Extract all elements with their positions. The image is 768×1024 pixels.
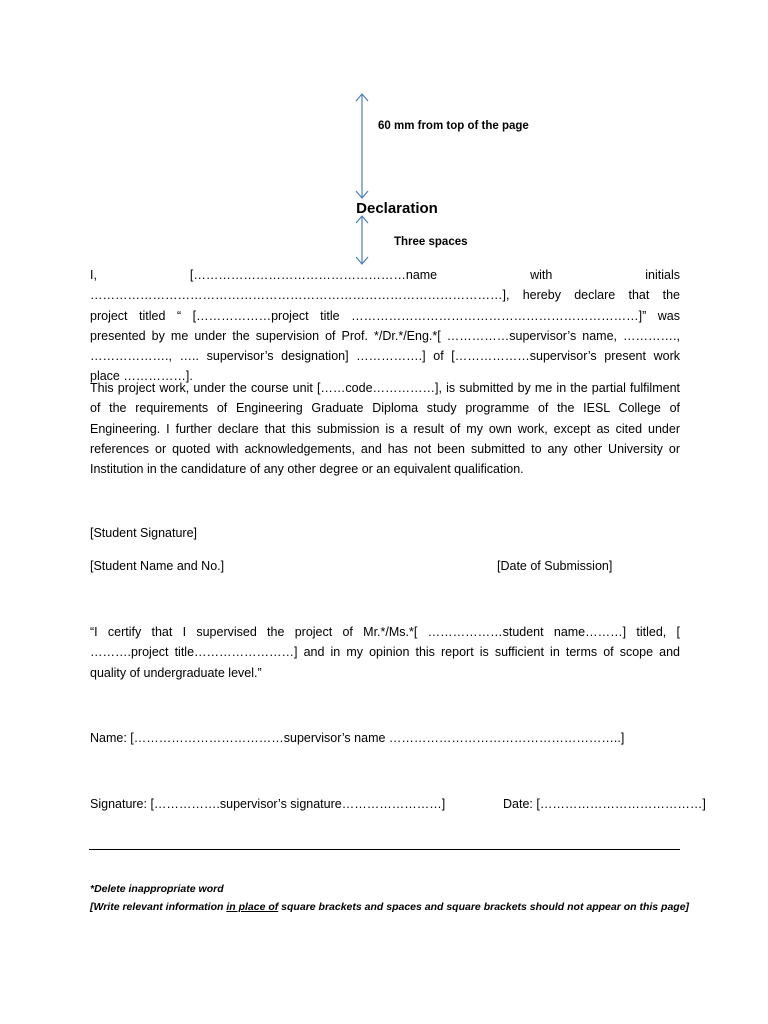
top-margin-annotation: 60 mm from top of the page bbox=[378, 120, 529, 132]
student-name-placeholder: [Student Name and No.] bbox=[90, 559, 225, 573]
footnote-delete: *Delete inappropriate word bbox=[90, 883, 224, 895]
submission-paragraph: This project work, under the course unit [……code……………], is submitted by me in the partial fulfilment of the requirements of Engineering Graduate Diploma study programme of the IESL College of Engineering. I further declare that this submission is a result of my own work, except as cited under references or quoted with acknowledgements, and has not been submitted to any other University or Institution in the candidature of any other degree or an equivalent qualification. bbox=[90, 381, 680, 477]
footnote-instructions bbox=[90, 901, 689, 913]
footnote-text: [Write relevant information bbox=[90, 901, 227, 913]
footnote-text: square brackets and spaces and square brackets should not appear on this page] bbox=[278, 901, 690, 913]
declaration-paragraph: I, [……………………………………………name with initials ………………………………………………………………………………………], hereby declare that the project titled “ [………………project title ……………………………………………………………]” was presented by me under the supervision of Prof. */Dr.*/Eng.*[ ……………supervisor’s name, …………., ………………., ….. supervisor’s designation] …………….] of [………………supervisor’s present work place ……………]. bbox=[90, 268, 680, 384]
supervisor-name-line: Name: [………………………………supervisor’s name ………………………………………………..] bbox=[90, 731, 625, 745]
supervisor-signature-line: Signature: […………….supervisor’s signature……………………] bbox=[90, 797, 446, 811]
submission-date-placeholder: [Date of Submission] bbox=[497, 559, 613, 573]
page-title: Declaration bbox=[356, 200, 438, 217]
footnote-underlined-text: in place of bbox=[226, 901, 279, 913]
spacing-annotation: Three spaces bbox=[394, 236, 468, 248]
divider bbox=[89, 849, 680, 850]
supervisor-certification: “I certify that I supervised the project of Mr.*/Ms.*[ ………………student name………] titled, [ ……….project title……………………] and in my opinion this report is sufficient in terms of scope and quality of undergraduate level.” bbox=[90, 625, 680, 680]
double-arrow-icon bbox=[354, 92, 370, 200]
supervisor-date-line: Date: […………………………………] bbox=[503, 797, 706, 811]
double-arrow-icon bbox=[354, 214, 370, 266]
student-signature-placeholder: [Student Signature] bbox=[90, 526, 198, 540]
